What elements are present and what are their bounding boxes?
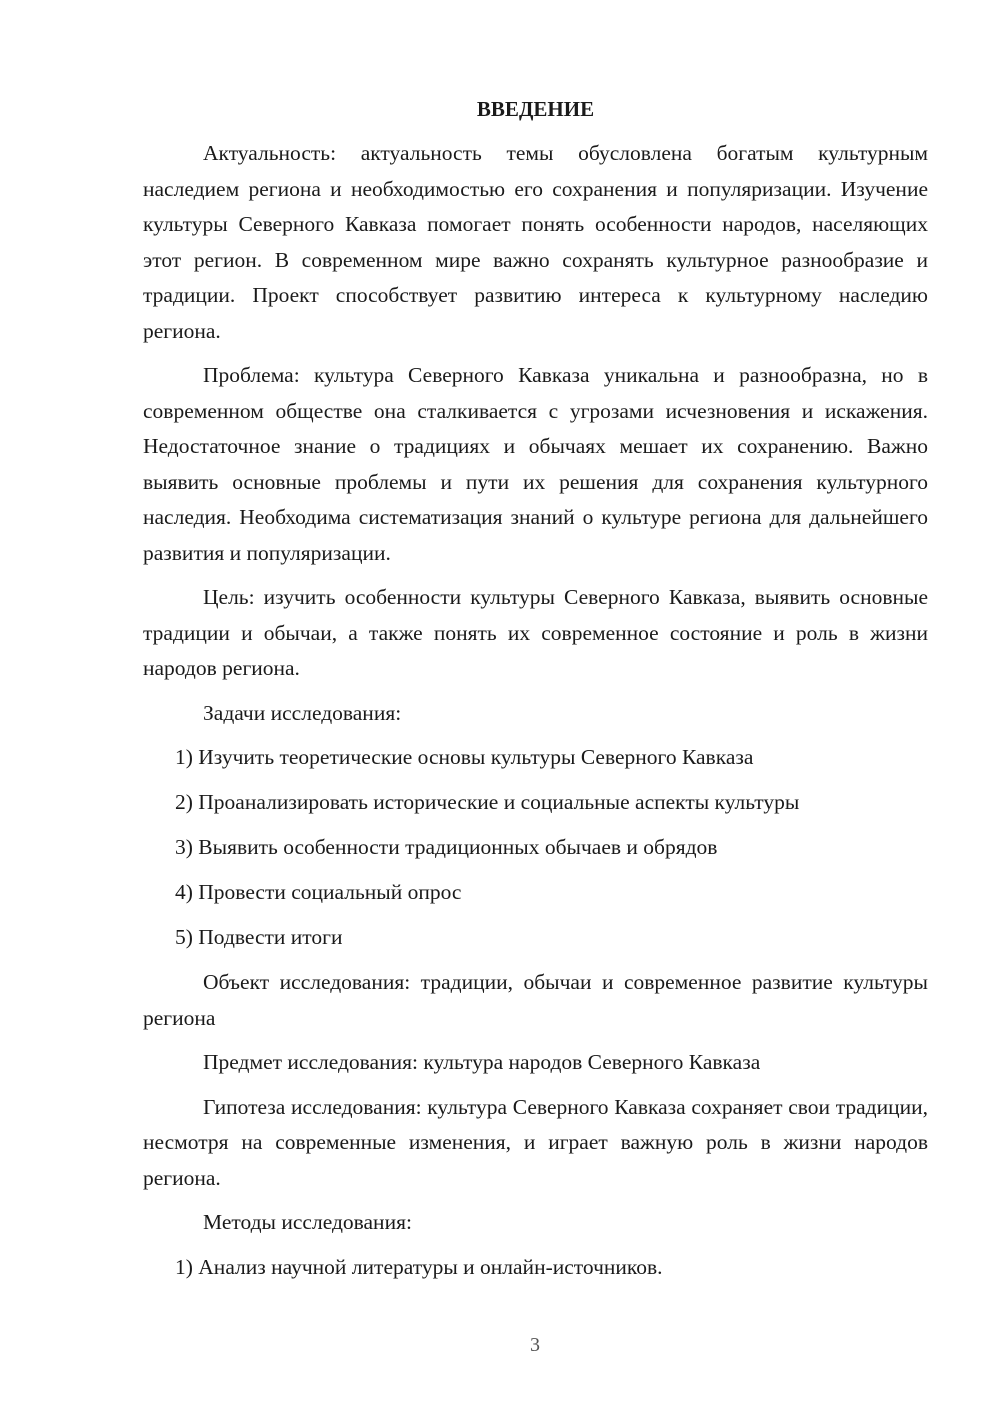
methods-list — [143, 1250, 928, 1286]
object-paragraph: Объект исследования: традиции, обычаи и современное развитие культуры региона — [143, 970, 928, 1030]
task-item: 3) Выявить особенности традиционных обычаев и обрядов — [175, 835, 718, 859]
tasks-heading: Задачи исследования: — [203, 700, 402, 725]
section-heading: ВВЕДЕНИЕ — [476, 97, 595, 121]
hypothesis-paragraph: Гипотеза исследования: культура Северного Кавказа сохраняет свои традиции, несмотря на современные изменения, и играет важную роль в жизни народов региона. — [143, 1094, 928, 1190]
document-page — [143, 94, 928, 1295]
task-item: 1) Изучить теоретические основы культуры Северного Кавказа — [175, 745, 754, 769]
relevance-paragraph: Актуальность: актуальность темы обусловлена богатым культурным наследием региона и необходимостью его сохранения и популяризации. Изучение культуры Северного Кавказа помогает понять особенности народов, населяющих этот регион. В современном мире важно сохранять культурное разнообразие и традиции. Проект способствует развитию интереса к культурному наследию региона. — [143, 141, 928, 343]
task-item: 4) Провести социальный опрос — [175, 880, 462, 904]
goal-paragraph: Цель: изучить особенности культуры Северного Кавказа, выявить основные традиции и обычаи, а также понять их современное состояние и роль в жизни народов региона. — [143, 585, 928, 680]
methods-heading: Методы исследования: — [203, 1210, 412, 1234]
subject-paragraph: Предмет исследования: культура народов Северного Кавказа — [203, 1050, 761, 1074]
problem-paragraph: Проблема: культура Северного Кавказа уникальна и разнообразна, но в современном обществе она сталкивается с угрозами исчезновения и искажения. Недостаточное знание о традициях и обычаях мешает их сохранению. Важно выявить основные проблемы и пути их решения для сохранения культурного наследия. Необходима систематизация знаний о культуре региона для дальнейшего развития и популяризации. — [143, 363, 928, 565]
page-number: 3 — [530, 1334, 540, 1356]
method-item: 1) Анализ научной литературы и онлайн-источников. — [175, 1254, 663, 1279]
tasks-list — [143, 740, 928, 956]
task-item: 5) Подвести итоги — [175, 925, 343, 949]
task-item: 2) Проанализировать исторические и социальные аспекты культуры — [175, 790, 800, 814]
